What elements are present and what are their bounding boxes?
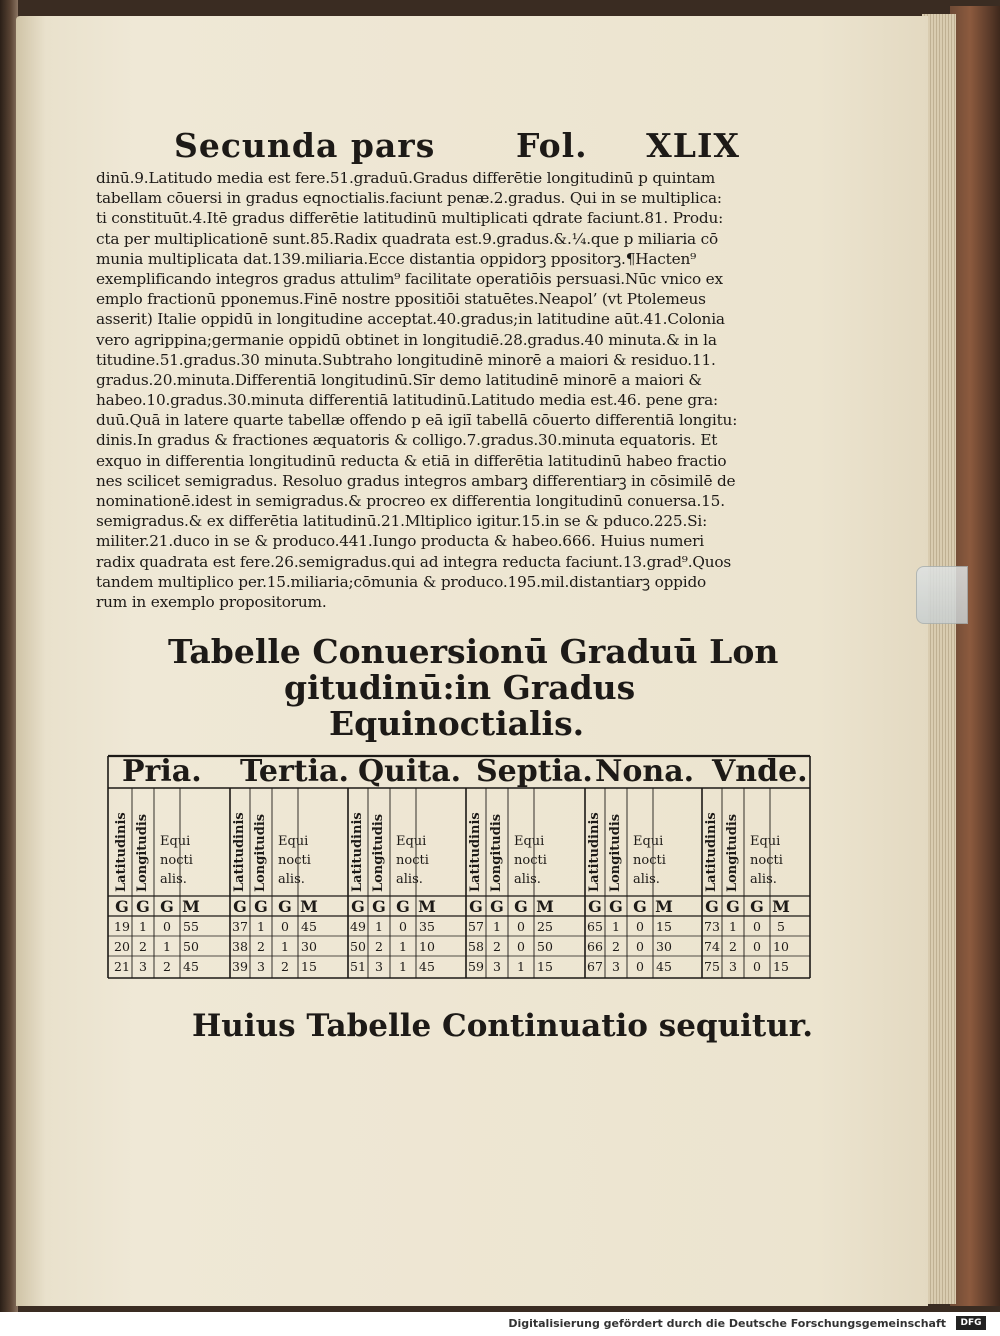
unit-cell: G: [136, 897, 150, 916]
body-line: exemplificando integros gradus attulim⁹ facilitate operatiōis persuasi.Nūc vnico ex: [96, 269, 723, 288]
table-cell: 1: [517, 959, 525, 974]
conversion-table: [104, 748, 816, 980]
body-line: nominationē.idest in semigradus.& procreo ex differentia longitudinū conuersa.15.: [96, 492, 725, 510]
unit-cell: G: [588, 897, 602, 916]
body-line: militer.21.duco in se & produco.441.Iungo producta & habeo.666. Huius numeri: [96, 532, 704, 551]
longitude-label: Longitudis: [135, 813, 150, 892]
longitude-label: Longitudis: [253, 813, 268, 892]
right-cover-edge: [950, 6, 1000, 1306]
table-cell: 45: [301, 919, 317, 934]
digitization-credit: [0, 1312, 1000, 1336]
group-header: Vnde.: [712, 754, 808, 789]
unit-cell: G: [633, 897, 647, 916]
body-text: [96, 168, 744, 612]
group-header: Nona.: [595, 754, 695, 789]
table-cell: 59: [468, 959, 484, 974]
group-header: Tertia.: [240, 754, 349, 789]
body-line: habeo.10.gradus.30.minuta differentiā latitudinū.Latitudo media est.46. pene gra:: [96, 391, 718, 410]
unit-cell: G: [514, 897, 528, 916]
table-title-line-3: Equinoctialis.: [329, 704, 585, 743]
table-cell: 73: [704, 919, 720, 934]
body-line: emplo fractionū pponemus.Finē nostre ppositiōi statuētes.Neapol’ (vt Ptolemeus: [96, 290, 706, 309]
latitude-label: Latitudinis: [587, 812, 602, 892]
equinoctial-label-part: Equi: [514, 834, 545, 849]
continuation-heading: Huius Tabelle Continuatio sequitur.: [192, 1008, 814, 1044]
unit-cell: G: [726, 897, 740, 916]
equinoctial-label-part: Equi: [278, 834, 309, 849]
body-line: asserit) Italie oppidū in longitudine acceptat.40.gradus;in latitudine aūt.41.Colonia: [96, 310, 725, 329]
latitude-label: Latitudinis: [232, 812, 247, 892]
table-cell: 50: [537, 939, 553, 954]
table-cell: 2: [729, 939, 737, 954]
table-cell: 1: [612, 919, 620, 934]
longitude-label: Longitudis: [725, 813, 740, 892]
unit-cell: M: [418, 897, 436, 916]
table-cell: 3: [729, 959, 737, 974]
table-cell: 3: [139, 959, 147, 974]
table-cell: 3: [375, 959, 383, 974]
table-cell: 50: [350, 939, 366, 954]
table-cell: 2: [139, 939, 147, 954]
table-cell: 3: [612, 959, 620, 974]
table-cell: 2: [375, 939, 383, 954]
table-cell: 2: [163, 959, 171, 974]
table-cell: 1: [139, 919, 147, 934]
table-cell: 15: [537, 959, 553, 974]
table-cell: 0: [753, 959, 761, 974]
running-head-folio-label: Fol.: [516, 126, 588, 165]
table-cell: 1: [257, 919, 265, 934]
body-line: vero agrippina;germanie oppidū obtinet in longitudiē.28.gradus.40 minuta.& in la: [96, 330, 717, 349]
table-cell: 57: [468, 919, 484, 934]
body-line: gradus.20.minuta.Differentiā longitudinū.Sīr demo latitudinē minorē a maiori &: [96, 370, 702, 389]
body-line: radix quadrata est fere.26.semigradus.qui ad integra reducta faciunt.13.grad⁹.Quos: [96, 552, 732, 571]
equinoctial-label-part: alis.: [514, 872, 541, 887]
equinoctial-label-part: alis.: [633, 872, 660, 887]
table-cell: 37: [232, 919, 248, 934]
table-cell: 0: [636, 939, 644, 954]
table-cell: 49: [350, 919, 366, 934]
equinoctial-label-part: alis.: [396, 872, 423, 887]
table-cell: 38: [232, 939, 248, 954]
body-line: tabellam cōuersi in gradus eqnoctialis.faciunt penæ.2.gradus. Qui in se multiplica:: [96, 189, 722, 208]
body-line: rum in exemplo propositorum.: [96, 592, 327, 611]
unit-cell: G: [396, 897, 410, 916]
table-cell: 25: [537, 919, 553, 934]
table-cell: 15: [301, 959, 317, 974]
table-title-line-2: gitudinū:in Gradus: [284, 668, 636, 707]
table-cell: 2: [257, 939, 265, 954]
equinoctial-label: [160, 832, 193, 889]
table-cell: 58: [468, 939, 484, 954]
table-cell: 0: [753, 919, 761, 934]
running-head-left: Secunda pars: [174, 126, 436, 165]
equinoctial-label-part: Equi: [633, 834, 664, 849]
table-cell: 10: [419, 939, 435, 954]
body-line: dinis.In gradus & fractiones æquatoris & colligo.7.gradus.30.minuta equatoris. Et: [96, 431, 718, 450]
table-title-line-1: Tabelle Conuersionū Graduū Lon: [168, 632, 779, 671]
table-cell: 66: [587, 939, 603, 954]
table-cell: 35: [419, 919, 435, 934]
longitude-label: Longitudis: [608, 813, 623, 892]
body-line: duū.Quā in latere quarte tabellæ offendo p eā igiī tabellā cōuerto differentiā longitu:: [96, 411, 738, 430]
table-cell: 0: [517, 919, 525, 934]
equinoctial-label-part: alis.: [160, 872, 187, 887]
unit-cell: G: [372, 897, 386, 916]
equinoctial-label-part: nocti: [514, 853, 547, 868]
equinoctial-label-part: nocti: [633, 853, 666, 868]
group-header: Quita.: [358, 754, 462, 789]
unit-cell: M: [182, 897, 200, 916]
unit-cell: G: [705, 897, 719, 916]
equinoctial-label-part: nocti: [750, 853, 783, 868]
equinoctial-label: [396, 832, 429, 889]
longitude-label: Longitudis: [489, 813, 504, 892]
table-cell: 45: [183, 959, 199, 974]
group-header: Pria.: [122, 754, 202, 789]
table-cell: 75: [704, 959, 720, 974]
table-cell: 2: [281, 959, 289, 974]
page-marker-tab: [916, 566, 968, 624]
group-header: Septia.: [476, 754, 593, 789]
table-cell: 2: [612, 939, 620, 954]
equinoctial-label-part: Equi: [750, 834, 781, 849]
equinoctial-label-part: nocti: [278, 853, 311, 868]
table-cell: 1: [281, 939, 289, 954]
unit-cell: G: [278, 897, 292, 916]
running-head: [174, 126, 740, 172]
table-cell: 65: [587, 919, 603, 934]
table-cell: 15: [656, 919, 672, 934]
table-cell: 74: [704, 939, 720, 954]
equinoctial-label-part: Equi: [160, 834, 191, 849]
table-cell: 1: [375, 919, 383, 934]
table-cell: 30: [656, 939, 672, 954]
body-line: cta per multiplicationē sunt.85.Radix quadrata est.9.gradus.&.¼.que p miliaria cō: [96, 229, 718, 248]
table-cell: 55: [183, 919, 199, 934]
table-cell: 1: [399, 959, 407, 974]
unit-cell: M: [772, 897, 790, 916]
table-cell: 30: [301, 939, 317, 954]
table-cell: 0: [636, 959, 644, 974]
table-cell: 50: [183, 939, 199, 954]
body-line: nes scilicet semigradus. Resoluo gradus integros ambarꝫ differentiarꝫ in cōsimilē de: [96, 471, 736, 490]
unit-cell: G: [351, 897, 365, 916]
table-cell: 51: [350, 959, 366, 974]
table-cell: 45: [656, 959, 672, 974]
equinoctial-label: [633, 832, 666, 889]
table-cell: 2: [493, 939, 501, 954]
equinoctial-label-part: alis.: [750, 872, 777, 887]
table-cell: 21: [114, 959, 130, 974]
unit-cell: M: [536, 897, 554, 916]
unit-cell: G: [609, 897, 623, 916]
unit-cell: M: [300, 897, 318, 916]
equinoctial-label: [278, 832, 311, 889]
table-cell: 10: [773, 939, 789, 954]
unit-cell: M: [655, 897, 673, 916]
equinoctial-label-part: alis.: [278, 872, 305, 887]
table-cell: 0: [753, 939, 761, 954]
unit-cell: G: [490, 897, 504, 916]
body-line: exquo in differentia longitudinū reducta & etiā in differētia latitudinū habeo fractio: [96, 451, 727, 470]
unit-cell: G: [254, 897, 268, 916]
equinoctial-label: [750, 832, 783, 889]
table-cell: 19: [114, 919, 130, 934]
table-cell: 1: [729, 919, 737, 934]
dfg-logo: DFG: [956, 1316, 986, 1330]
table-cell: 20: [114, 939, 130, 954]
table-cell: 3: [257, 959, 265, 974]
running-head-folio-number: XLIX: [646, 126, 740, 165]
table-cell: 1: [399, 939, 407, 954]
table-cell: 0: [281, 919, 289, 934]
equinoctial-label-part: nocti: [160, 853, 193, 868]
table-cell: 0: [517, 939, 525, 954]
body-line: titudine.51.gradus.30 minuta.Subtraho longitudinē minorē a maiori & residuo.11.: [96, 350, 716, 369]
body-line: tandem multiplico per.15.miliaria;cōmunia & produco.195.mil.distantiarꝫ oppido: [96, 572, 707, 591]
table-cell: 1: [493, 919, 501, 934]
table-cell: 0: [163, 919, 171, 934]
table-cell: 3: [493, 959, 501, 974]
table-cell: 67: [587, 959, 603, 974]
equinoctial-label-part: Equi: [396, 834, 427, 849]
table-cell: 0: [399, 919, 407, 934]
equinoctial-label: [514, 832, 547, 889]
table-cell: 1: [163, 939, 171, 954]
unit-cell: G: [115, 897, 129, 916]
latitude-label: Latitudinis: [114, 812, 129, 892]
latitude-label: Latitudinis: [468, 812, 483, 892]
table-title: [168, 632, 779, 743]
table-cell: 45: [419, 959, 435, 974]
unit-cell: G: [160, 897, 174, 916]
credit-text: Digitalisierung gefördert durch die Deutsche Forschungsgemeinschaft: [508, 1317, 946, 1330]
latitude-label: Latitudinis: [350, 812, 365, 892]
table-cell: 39: [232, 959, 248, 974]
table-cell: 0: [636, 919, 644, 934]
longitude-label: Longitudis: [371, 813, 386, 892]
unit-cell: G: [233, 897, 247, 916]
unit-cell: G: [750, 897, 764, 916]
body-line: semigradus.& ex differētia latitudinū.21.Mltiplico igitur.15.in se & pduco.225.Si:: [96, 512, 708, 531]
table-cell: 5: [777, 919, 785, 934]
unit-cell: G: [469, 897, 483, 916]
table-cell: 15: [773, 959, 789, 974]
body-line: ti constituūt.4.Itē gradus differētie latitudinū multiplicati qdrate faciunt.81. Produ:: [96, 209, 724, 228]
body-line: dinū.9.Latitudo media est fere.51.graduū.Gradus differētie longitudinū p quintam: [96, 169, 716, 187]
body-line: munia multiplicata dat.139.miliaria.Ecce distantia oppidorꝫ ppositorꝫ.¶Hacten⁹: [96, 249, 697, 268]
equinoctial-label-part: nocti: [396, 853, 429, 868]
latitude-label: Latitudinis: [704, 812, 719, 892]
